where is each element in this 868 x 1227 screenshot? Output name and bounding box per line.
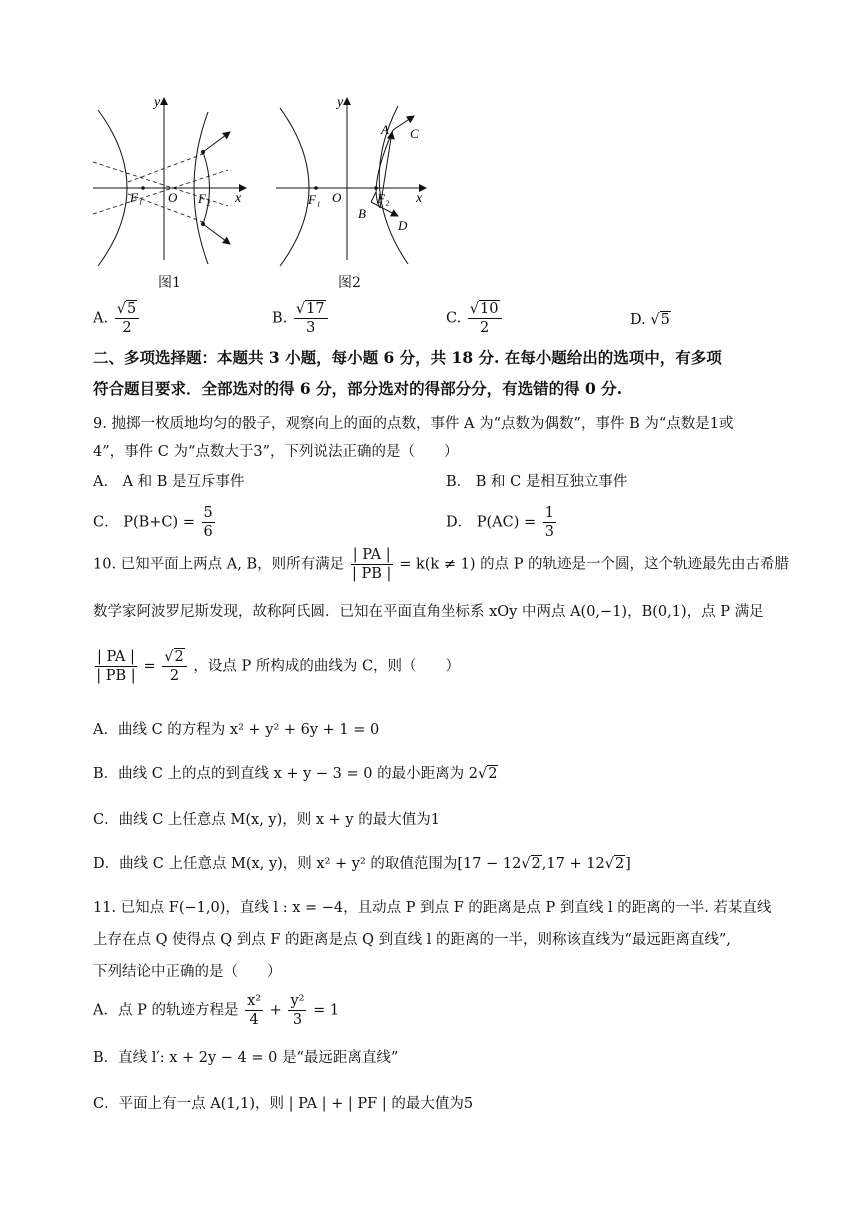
q10-option-c: C．曲线 C 上任意点 M(x, y)，则 x + y 的最大值为1 [93, 812, 440, 828]
q10-option-d: D．曲线 C 上任意点 M(x, y)，则 x² + y² 的取值范围为[17 − 12√2,17 + 12√2] [93, 856, 631, 872]
y-label: y [154, 95, 161, 110]
q10-line3: $\frac{| PA |}{| PB |}$ = $\frac{√2}{2}$ ，设点 P 所构成的曲线为 C，则（ ） [96, 649, 461, 685]
q8-option-a: A. $\frac{√5}{2}$ [93, 300, 141, 337]
svg-text:F₁: F₁ [308, 192, 321, 207]
svg-text:B: B [358, 206, 366, 221]
q9-option-b: B． B 和 C 是相互独立事件 [446, 474, 628, 490]
svg-text:F₂: F₂ [377, 191, 390, 206]
q10-line1: 10. 已知平面上两点 A, B，则所有满足 $\frac{| PA |}{| PB |}$ = k(k ≠ 1) 的点 P 的轨迹是一个圆，这个轨迹最先由古希腊 [93, 547, 790, 583]
section2-line2: 符合题目要求．全部选对的得 6 分，部分选对的得部分分，有选错的得 0 分. [93, 379, 623, 398]
q9-line2: 4”，事件 C 为“点数大于3”，下列说法正确的是（ ） [93, 444, 459, 460]
svg-text:A: A [381, 122, 389, 137]
q10-line2: 数学家阿波罗尼斯发现，故称阿氏圆．已知在平面直角坐标系 xOy 中两点 A(0,−1)，B(0,1)，点 P 满足 [93, 604, 764, 620]
q9-option-a: A． A 和 B 是互斥事件 [93, 474, 245, 490]
q11-option-a: A．点 P 的轨迹方程是 $\frac{\text{x²}}{4}$ + $\frac{\text{y²}}{3}$ = 1 [93, 993, 340, 1029]
svg-text:C: C [410, 126, 419, 141]
q11-line2: 上存在点 Q 使得点 Q 到点 F 的距离是点 Q 到直线 l 的距离的一半，则称该直线为“最远距离直线”, [93, 932, 731, 948]
q9-option-d: D． P(AC) = $\frac{1}{3}$ [446, 505, 554, 541]
q11-option-b: B．直线 l′: x + 2y − 4 = 0 是“最远距离直线” [93, 1050, 399, 1066]
q10-option-a: A．曲线 C 的方程为 x² + y² + 6y + 1 = 0 [93, 722, 380, 738]
q9-option-c: C． P(B+C) = $\frac{5}{6}$ [93, 505, 213, 541]
q11-line1: 11. 已知点 F(−1,0)，直线 l : x = −4，且动点 P 到点 F 的距离是点 P 到直线 l 的距离的一半. 若某直线 [93, 900, 772, 916]
figure-2 [268, 90, 438, 270]
q8-option-b: B. $\frac{√17}{3}$ [272, 300, 330, 337]
figure-1-caption: 图1 [158, 275, 181, 291]
q9-line1: 9. 抛掷一枚质地均匀的骰子，观察向上的面的点数，事件 A 为“点数为偶数”，事件 B 为“点数是1或 [93, 416, 734, 432]
svg-text:D: D [398, 218, 408, 233]
x-label: x [235, 191, 242, 206]
q10-option-b: B．曲线 C 上的点的到直线 x + y − 3 = 0 的最小距离为 2√2 [93, 766, 498, 782]
origin-label: O [168, 190, 178, 205]
q8-option-c: C. $\frac{√10}{2}$ [446, 300, 504, 337]
section2-line1: 二、多项选择题：本题共 3 小题，每小题 6 分，共 18 分. 在每小题给出的选项中，有多项 [93, 348, 722, 367]
svg-text:x: x [416, 191, 423, 206]
figure-1 [88, 90, 258, 270]
f2-label: F₂ [198, 191, 211, 206]
f1-label: F₁ [130, 190, 143, 205]
svg-text:y: y [337, 95, 344, 110]
q11-option-c: C．平面上有一点 A(1,1)，则 | PA | + | PF | 的最大值为5 [93, 1096, 474, 1112]
q11-line3: 下列结论中正确的是（ ） [93, 964, 282, 980]
q8-option-d: D. √5 [630, 312, 670, 328]
svg-text:O: O [332, 190, 342, 205]
figure-2-caption: 图2 [338, 275, 361, 291]
